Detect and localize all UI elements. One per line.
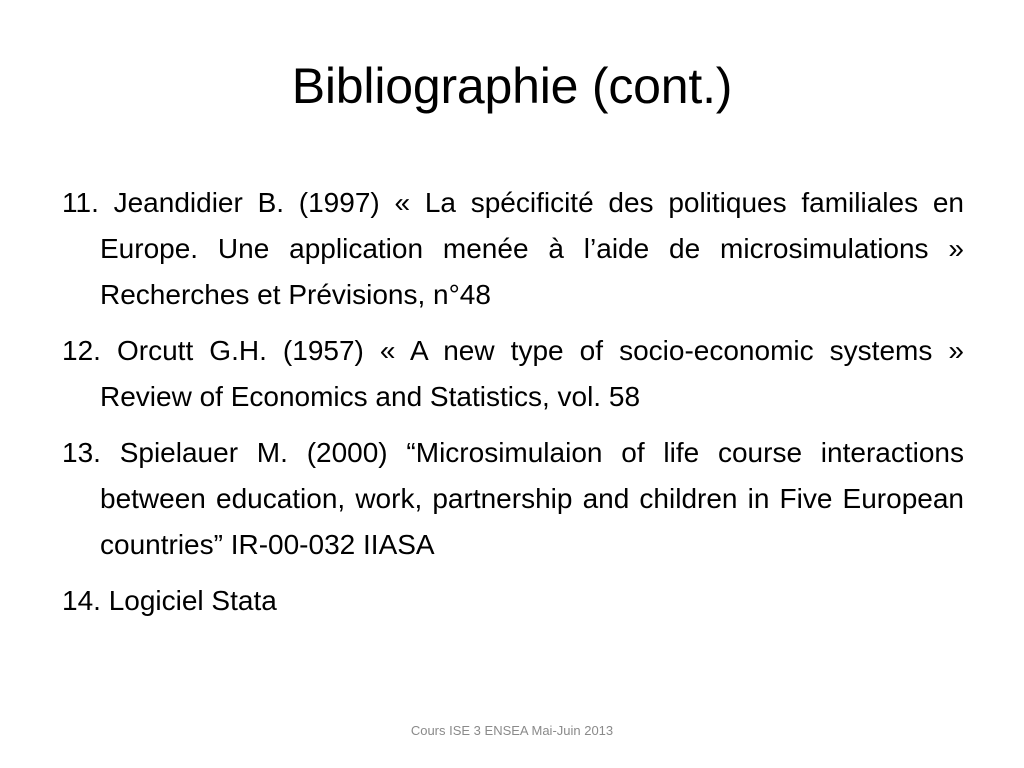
bibliography-entry-13: 13. Spielauer M. (2000) “Microsimulaion of life course interactions between education, work, partnership and children in Five European countries” IR-00-032 IIASA bbox=[62, 437, 964, 560]
bibliography-list bbox=[62, 180, 964, 634]
bibliography-entry-12: 12. Orcutt G.H. (1957) « A new type of socio-economic systems » Review of Economics and Statistics, vol. 58 bbox=[62, 335, 964, 412]
bibliography-entry-14: 14. Logiciel Stata bbox=[62, 585, 277, 616]
slide-title: Bibliographie (cont.) bbox=[291, 58, 733, 114]
slide-footer: Cours ISE 3 ENSEA Mai-Juin 2013 bbox=[410, 723, 614, 738]
bibliography-entry-11: 11. Jeandidier B. (1997) « La spécificité des politiques familiales en Europe. Une application menée à l’aide de microsimulations » Recherches et Prévisions, n°48 bbox=[62, 187, 964, 310]
